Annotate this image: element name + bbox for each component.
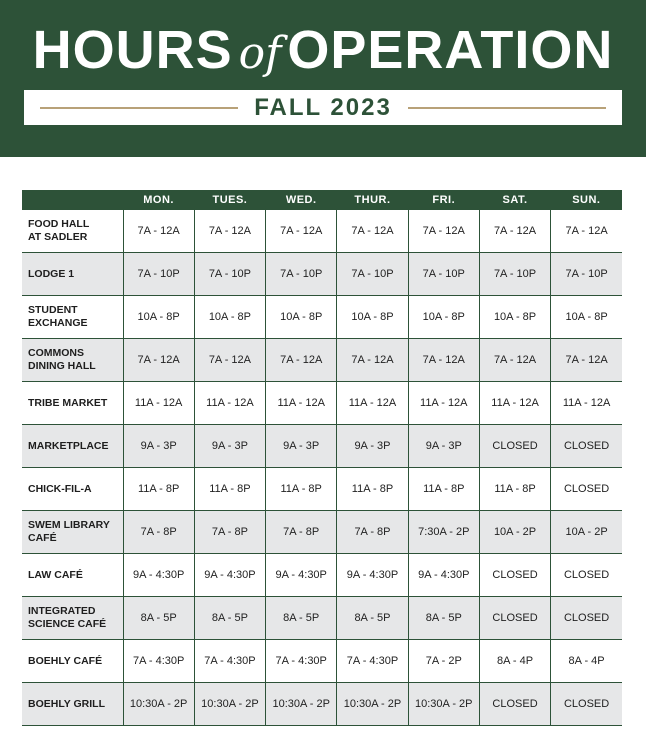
hours-cell: 7A - 8P — [123, 511, 194, 554]
hours-cell: 9A - 3P — [337, 425, 408, 468]
hours-cell: 11A - 12A — [194, 382, 265, 425]
hours-cell: 7A - 10P — [337, 253, 408, 296]
hours-cell: 10A - 8P — [123, 296, 194, 339]
hours-cell: 11A - 12A — [551, 382, 622, 425]
hours-cell: 7A - 2P — [408, 640, 479, 683]
hours-cell: 7:30A - 2P — [408, 511, 479, 554]
hours-cell: 7A - 12A — [123, 339, 194, 382]
hours-cell: 8A - 5P — [123, 597, 194, 640]
table-row — [22, 425, 622, 468]
hours-cell: 11A - 8P — [408, 468, 479, 511]
location-name: STUDENT EXCHANGE — [22, 296, 123, 339]
hours-cell: 9A - 3P — [266, 425, 337, 468]
hours-cell: 7A - 12A — [551, 210, 622, 253]
hours-cell: 7A - 8P — [194, 511, 265, 554]
hours-cell: 7A - 12A — [479, 210, 550, 253]
table-row — [22, 253, 622, 296]
hours-cell: 7A - 12A — [266, 339, 337, 382]
hours-cell: 7A - 4:30P — [266, 640, 337, 683]
hours-cell: CLOSED — [551, 597, 622, 640]
hours-cell: 7A - 10P — [551, 253, 622, 296]
location-name: TRIBE MARKET — [22, 382, 123, 425]
corner-header — [22, 190, 123, 210]
hours-cell: 10:30A - 2P — [408, 683, 479, 726]
hours-cell: 11A - 8P — [266, 468, 337, 511]
page-title — [0, 18, 646, 86]
table-row — [22, 296, 622, 339]
day-header: THUR. — [337, 190, 408, 210]
hours-cell: 10A - 8P — [266, 296, 337, 339]
hours-cell: 11A - 8P — [337, 468, 408, 511]
hours-cell: CLOSED — [479, 425, 550, 468]
hours-cell: 7A - 12A — [194, 210, 265, 253]
hours-cell: 9A - 3P — [123, 425, 194, 468]
hours-cell: 7A - 12A — [194, 339, 265, 382]
location-name: INTEGRATED SCIENCE CAFÉ — [22, 597, 123, 640]
table-row — [22, 683, 622, 726]
hours-cell: 11A - 8P — [194, 468, 265, 511]
hours-cell: 9A - 4:30P — [123, 554, 194, 597]
hours-cell: CLOSED — [479, 554, 550, 597]
hours-cell: CLOSED — [551, 425, 622, 468]
hours-cell: 8A - 4P — [479, 640, 550, 683]
table-row — [22, 382, 622, 425]
hours-cell: 11A - 12A — [479, 382, 550, 425]
hours-cell: 7A - 12A — [266, 210, 337, 253]
hours-cell: 7A - 12A — [337, 339, 408, 382]
location-name: LODGE 1 — [22, 253, 123, 296]
day-header: TUES. — [194, 190, 265, 210]
hours-cell: 7A - 10P — [408, 253, 479, 296]
hours-cell: 9A - 3P — [194, 425, 265, 468]
left-rule — [40, 107, 238, 109]
table-body — [22, 210, 622, 726]
hours-cell: 7A - 12A — [337, 210, 408, 253]
location-name: CHICK-FIL-A — [22, 468, 123, 511]
hours-cell: 8A - 5P — [266, 597, 337, 640]
hours-cell: 7A - 8P — [337, 511, 408, 554]
location-name: MARKETPLACE — [22, 425, 123, 468]
hours-cell: CLOSED — [551, 683, 622, 726]
location-name: BOEHLY GRILL — [22, 683, 123, 726]
hours-cell: 11A - 12A — [337, 382, 408, 425]
hours-cell: 10A - 8P — [408, 296, 479, 339]
hours-cell: 11A - 8P — [123, 468, 194, 511]
hours-cell: 9A - 4:30P — [266, 554, 337, 597]
hours-cell: CLOSED — [479, 683, 550, 726]
location-name: LAW CAFÉ — [22, 554, 123, 597]
day-header: SUN. — [551, 190, 622, 210]
table-row — [22, 339, 622, 382]
location-name: BOEHLY CAFÉ — [22, 640, 123, 683]
hours-cell: 7A - 10P — [266, 253, 337, 296]
table-header-row — [22, 190, 622, 210]
title-operation: OPERATION — [287, 20, 614, 80]
hours-cell: 10A - 8P — [194, 296, 265, 339]
hours-cell: 7A - 12A — [408, 210, 479, 253]
hours-cell: 8A - 5P — [337, 597, 408, 640]
hours-cell: 10A - 8P — [479, 296, 550, 339]
location-name: SWEM LIBRARY CAFÉ — [22, 511, 123, 554]
title-hours: HOURS — [32, 20, 233, 80]
hours-cell: 7A - 8P — [266, 511, 337, 554]
subtitle-bar — [24, 90, 622, 125]
hours-cell: 11A - 12A — [266, 382, 337, 425]
hours-cell: 11A - 12A — [123, 382, 194, 425]
day-header: FRI. — [408, 190, 479, 210]
hours-cell: 10:30A - 2P — [337, 683, 408, 726]
hours-cell: 10:30A - 2P — [194, 683, 265, 726]
hours-cell: 10:30A - 2P — [266, 683, 337, 726]
table-row — [22, 468, 622, 511]
hours-cell: 7A - 4:30P — [123, 640, 194, 683]
hours-cell: 7A - 10P — [194, 253, 265, 296]
hours-cell: 8A - 4P — [551, 640, 622, 683]
hours-cell: 7A - 10P — [479, 253, 550, 296]
table-row — [22, 597, 622, 640]
hours-cell: 9A - 4:30P — [337, 554, 408, 597]
term-label: FALL 2023 — [254, 93, 392, 121]
hours-cell: 8A - 5P — [194, 597, 265, 640]
location-name: COMMONS DINING HALL — [22, 339, 123, 382]
hours-cell: 7A - 12A — [551, 339, 622, 382]
hours-cell: 10A - 8P — [551, 296, 622, 339]
hours-cell: 8A - 5P — [408, 597, 479, 640]
hours-cell: 7A - 10P — [123, 253, 194, 296]
header-banner — [0, 0, 646, 157]
hours-cell: 11A - 8P — [479, 468, 550, 511]
hours-cell: 7A - 4:30P — [337, 640, 408, 683]
day-header: SAT. — [479, 190, 550, 210]
hours-cell: 9A - 4:30P — [194, 554, 265, 597]
hours-cell: CLOSED — [551, 468, 622, 511]
hours-cell: 10A - 2P — [479, 511, 550, 554]
hours-cell: 10A - 8P — [337, 296, 408, 339]
location-name: FOOD HALL AT SADLER — [22, 210, 123, 253]
hours-table — [22, 190, 622, 726]
table-row — [22, 640, 622, 683]
day-header: MON. — [123, 190, 194, 210]
table-row — [22, 210, 622, 253]
hours-cell: 10A - 2P — [551, 511, 622, 554]
hours-cell: 7A - 12A — [408, 339, 479, 382]
hours-cell: 11A - 12A — [408, 382, 479, 425]
hours-cell: 10:30A - 2P — [123, 683, 194, 726]
right-rule — [408, 107, 606, 109]
day-header: WED. — [266, 190, 337, 210]
hours-cell: CLOSED — [479, 597, 550, 640]
hours-cell: 9A - 4:30P — [408, 554, 479, 597]
table-row — [22, 511, 622, 554]
hours-cell: 7A - 4:30P — [194, 640, 265, 683]
table-row — [22, 554, 622, 597]
hours-cell: 7A - 12A — [123, 210, 194, 253]
title-of: of — [238, 28, 282, 79]
hours-cell: 7A - 12A — [479, 339, 550, 382]
hours-cell: 9A - 3P — [408, 425, 479, 468]
hours-cell: CLOSED — [551, 554, 622, 597]
